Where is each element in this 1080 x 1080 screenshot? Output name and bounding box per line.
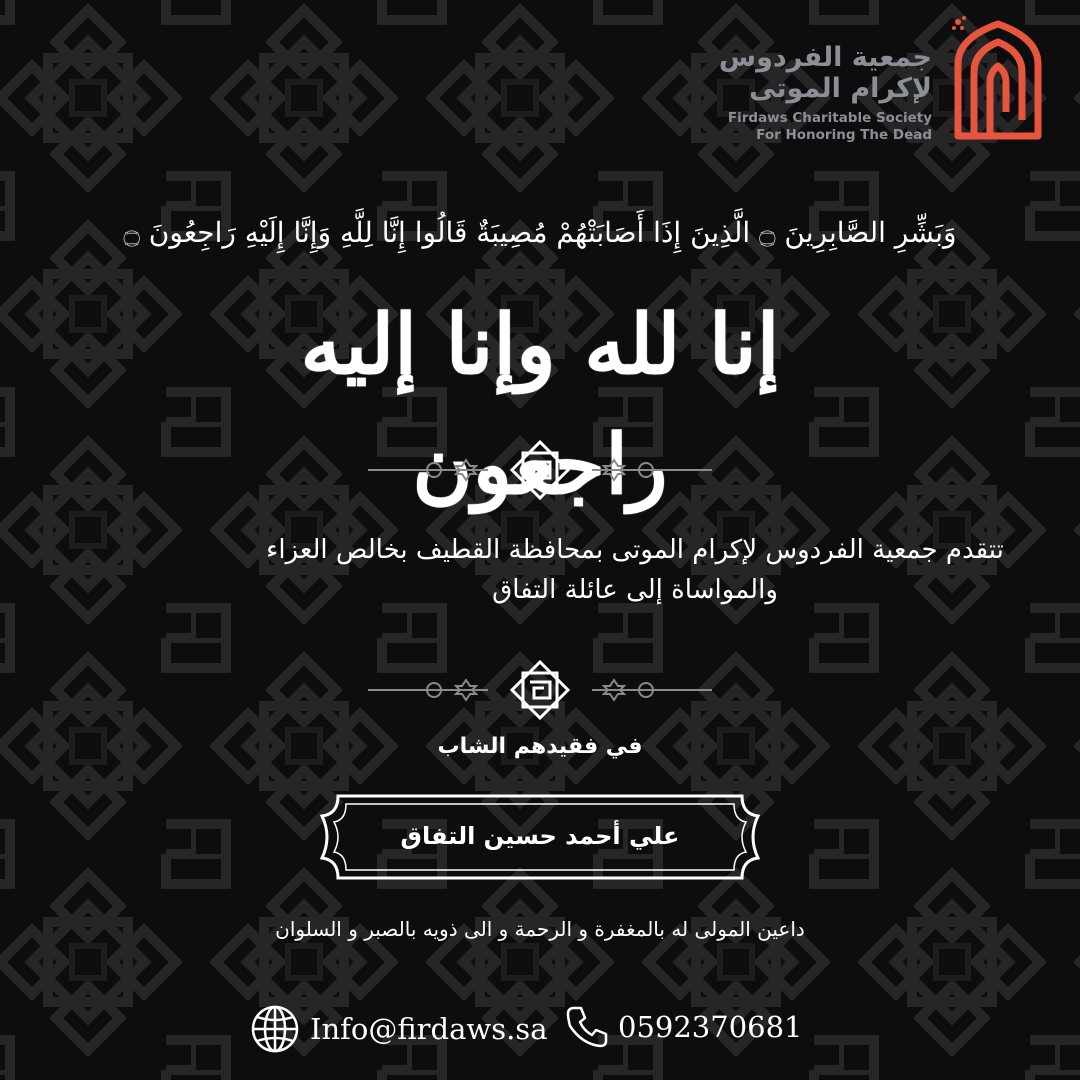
deceased-name: علي أحمد حسين التفاق <box>400 822 680 850</box>
logo-name-arabic-line2: لإكرام الموتى <box>749 73 932 104</box>
email-contact[interactable] <box>250 1004 547 1054</box>
ornamental-divider-top <box>368 438 712 502</box>
logo-name-english-line1: Firdaws Charitable Society <box>727 110 932 126</box>
deceased-intro: في فقيدهم الشاب <box>437 734 643 759</box>
phone-contact[interactable] <box>564 1004 803 1050</box>
prayer-text: داعين المولى له بالمغفرة و الرحمة و الى ذويه بالصبر و السلوان <box>275 917 805 941</box>
quran-verse: وَبَشِّرِ الصَّابِرِينَ ۝ الَّذِينَ إِذَا أَصَابَتْهُمْ مُصِيبَةٌ قَالُوا إِنَّا لِلَّهِ وَإِنَّا إِلَيْهِ رَاجِعُونَ ۝ <box>123 216 957 249</box>
logo-name-english-line2: For Honoring The Dead <box>756 127 932 143</box>
phone-number[interactable]: 0592370681 <box>618 1010 803 1044</box>
mosque-arch-logo-icon <box>952 16 1044 140</box>
calligraphy-title: إنا لله وإنا إليه راجعون <box>300 297 780 513</box>
globe-icon <box>250 1004 300 1054</box>
logo-name-arabic-line1: جمعية الفردوس <box>718 42 932 73</box>
email-address[interactable]: Info@firdaws.sa <box>310 1012 548 1046</box>
condolence-message: تتقدم جمعية الفردوس لإكرام الموتى بمحافظة القطيف بخالص العزاء والمواساة إلى عائلة التفاق <box>266 535 1004 605</box>
contact-bar <box>250 1000 830 1060</box>
society-logo <box>704 16 1044 143</box>
ornamental-divider-middle <box>368 658 712 722</box>
phone-icon <box>564 1004 610 1050</box>
